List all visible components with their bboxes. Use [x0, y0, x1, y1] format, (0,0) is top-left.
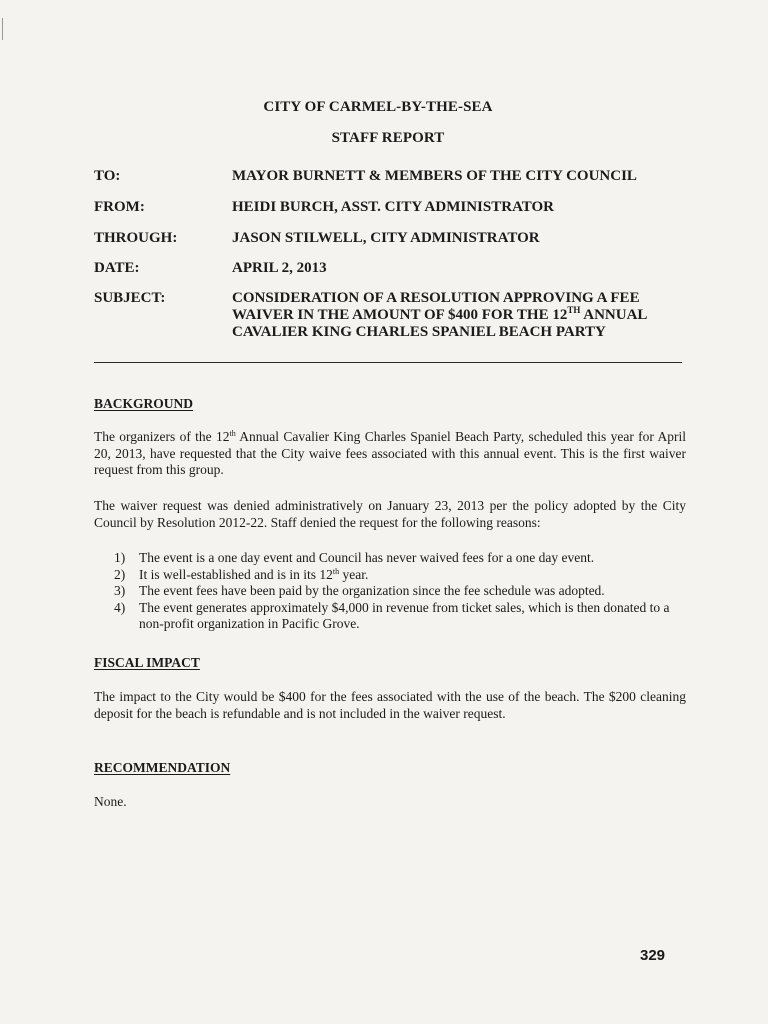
memo-from-label: FROM:: [94, 199, 145, 215]
subject-superscript: TH: [567, 305, 581, 315]
list-item-text-start: It is well-established and is in its 12: [139, 566, 333, 582]
recommendation-text: None.: [94, 794, 127, 809]
list-item-superscript: th: [332, 566, 340, 576]
memo-subject-label: SUBJECT:: [94, 290, 166, 306]
memo-through-value: JASON STILWELL, CITY ADMINISTRATOR: [232, 230, 540, 246]
background-paragraph-2: The waiver request was denied administratively on January 23, 2013 per the policy adopted by the City Council by Resolution 2012-22. Staff denied the request for the following reasons:: [94, 498, 686, 530]
memo-from-value: HEIDI BURCH, ASST. CITY ADMINISTRATOR: [232, 199, 555, 215]
list-item-number: 2): [114, 566, 126, 582]
background-paragraph-1: [94, 429, 686, 479]
list-item: [114, 583, 694, 600]
memo-date-value: APRIL 2, 2013: [232, 260, 327, 276]
memo-through-label: THROUGH:: [94, 230, 178, 246]
header-divider: [94, 362, 682, 363]
memo-to-value: MAYOR BURNETT & MEMBERS OF THE CITY COUNCIL: [232, 168, 637, 184]
list-item: [114, 550, 694, 567]
bg-p1-superscript: th: [229, 429, 236, 438]
list-item-text: The event is a one day event and Council has never waived fees for a one day event.: [139, 550, 595, 565]
bg-p1-end: Annual Cavalier King Charles Spaniel Beach Party, scheduled this year for April 20, 2013, have requested that the City waive fees associated with this annual event. This is the first waiver request from this group.: [94, 429, 686, 477]
list-item: [114, 600, 694, 633]
org-title: CITY OF CARMEL-BY-THE-SEA: [263, 99, 493, 115]
list-item-text: [139, 567, 368, 582]
list-item-number: 3): [114, 583, 126, 598]
report-type: STAFF REPORT: [331, 130, 445, 146]
list-item-text-end: year.: [339, 566, 369, 582]
page-number: 329: [640, 947, 666, 964]
memo-date-label: DATE:: [94, 260, 140, 276]
list-item: [114, 567, 694, 584]
reasons-list: [114, 550, 694, 633]
list-item-text: The event fees have been paid by the organization since the fee schedule was adopted.: [139, 583, 605, 598]
bg-p1-start: The organizers of the 12: [94, 429, 230, 444]
background-heading: BACKGROUND: [94, 396, 194, 411]
fiscal-impact-text: The impact to the City would be $400 for the fees associated with the use of the beach. The $200 cleaning deposit for the beach is refundable and is not included in the waiver request.: [94, 689, 686, 721]
subject-text-start: CONSIDERATION OF A RESOLUTION APPROVING A FEE WAIVER IN THE AMOUNT OF $400 FOR THE 12: [232, 290, 640, 323]
memo-subject-value: [232, 290, 692, 341]
list-item-text: The event generates approximately $4,000 in revenue from ticket sales, which is then donated to a non-profit organization in Pacific Grove.: [139, 599, 670, 631]
subject-text-end: ANNUAL CAVALIER KING CHARLES SPANIEL BEACH PARTY: [232, 307, 647, 340]
list-item-number: 4): [114, 599, 126, 615]
recommendation-heading: RECOMMENDATION: [94, 760, 231, 775]
fiscal-impact-heading: FISCAL IMPACT: [94, 655, 200, 670]
memo-to-label: TO:: [94, 168, 121, 184]
list-item-number: 1): [114, 550, 126, 565]
scan-edge-mark: [2, 18, 3, 40]
